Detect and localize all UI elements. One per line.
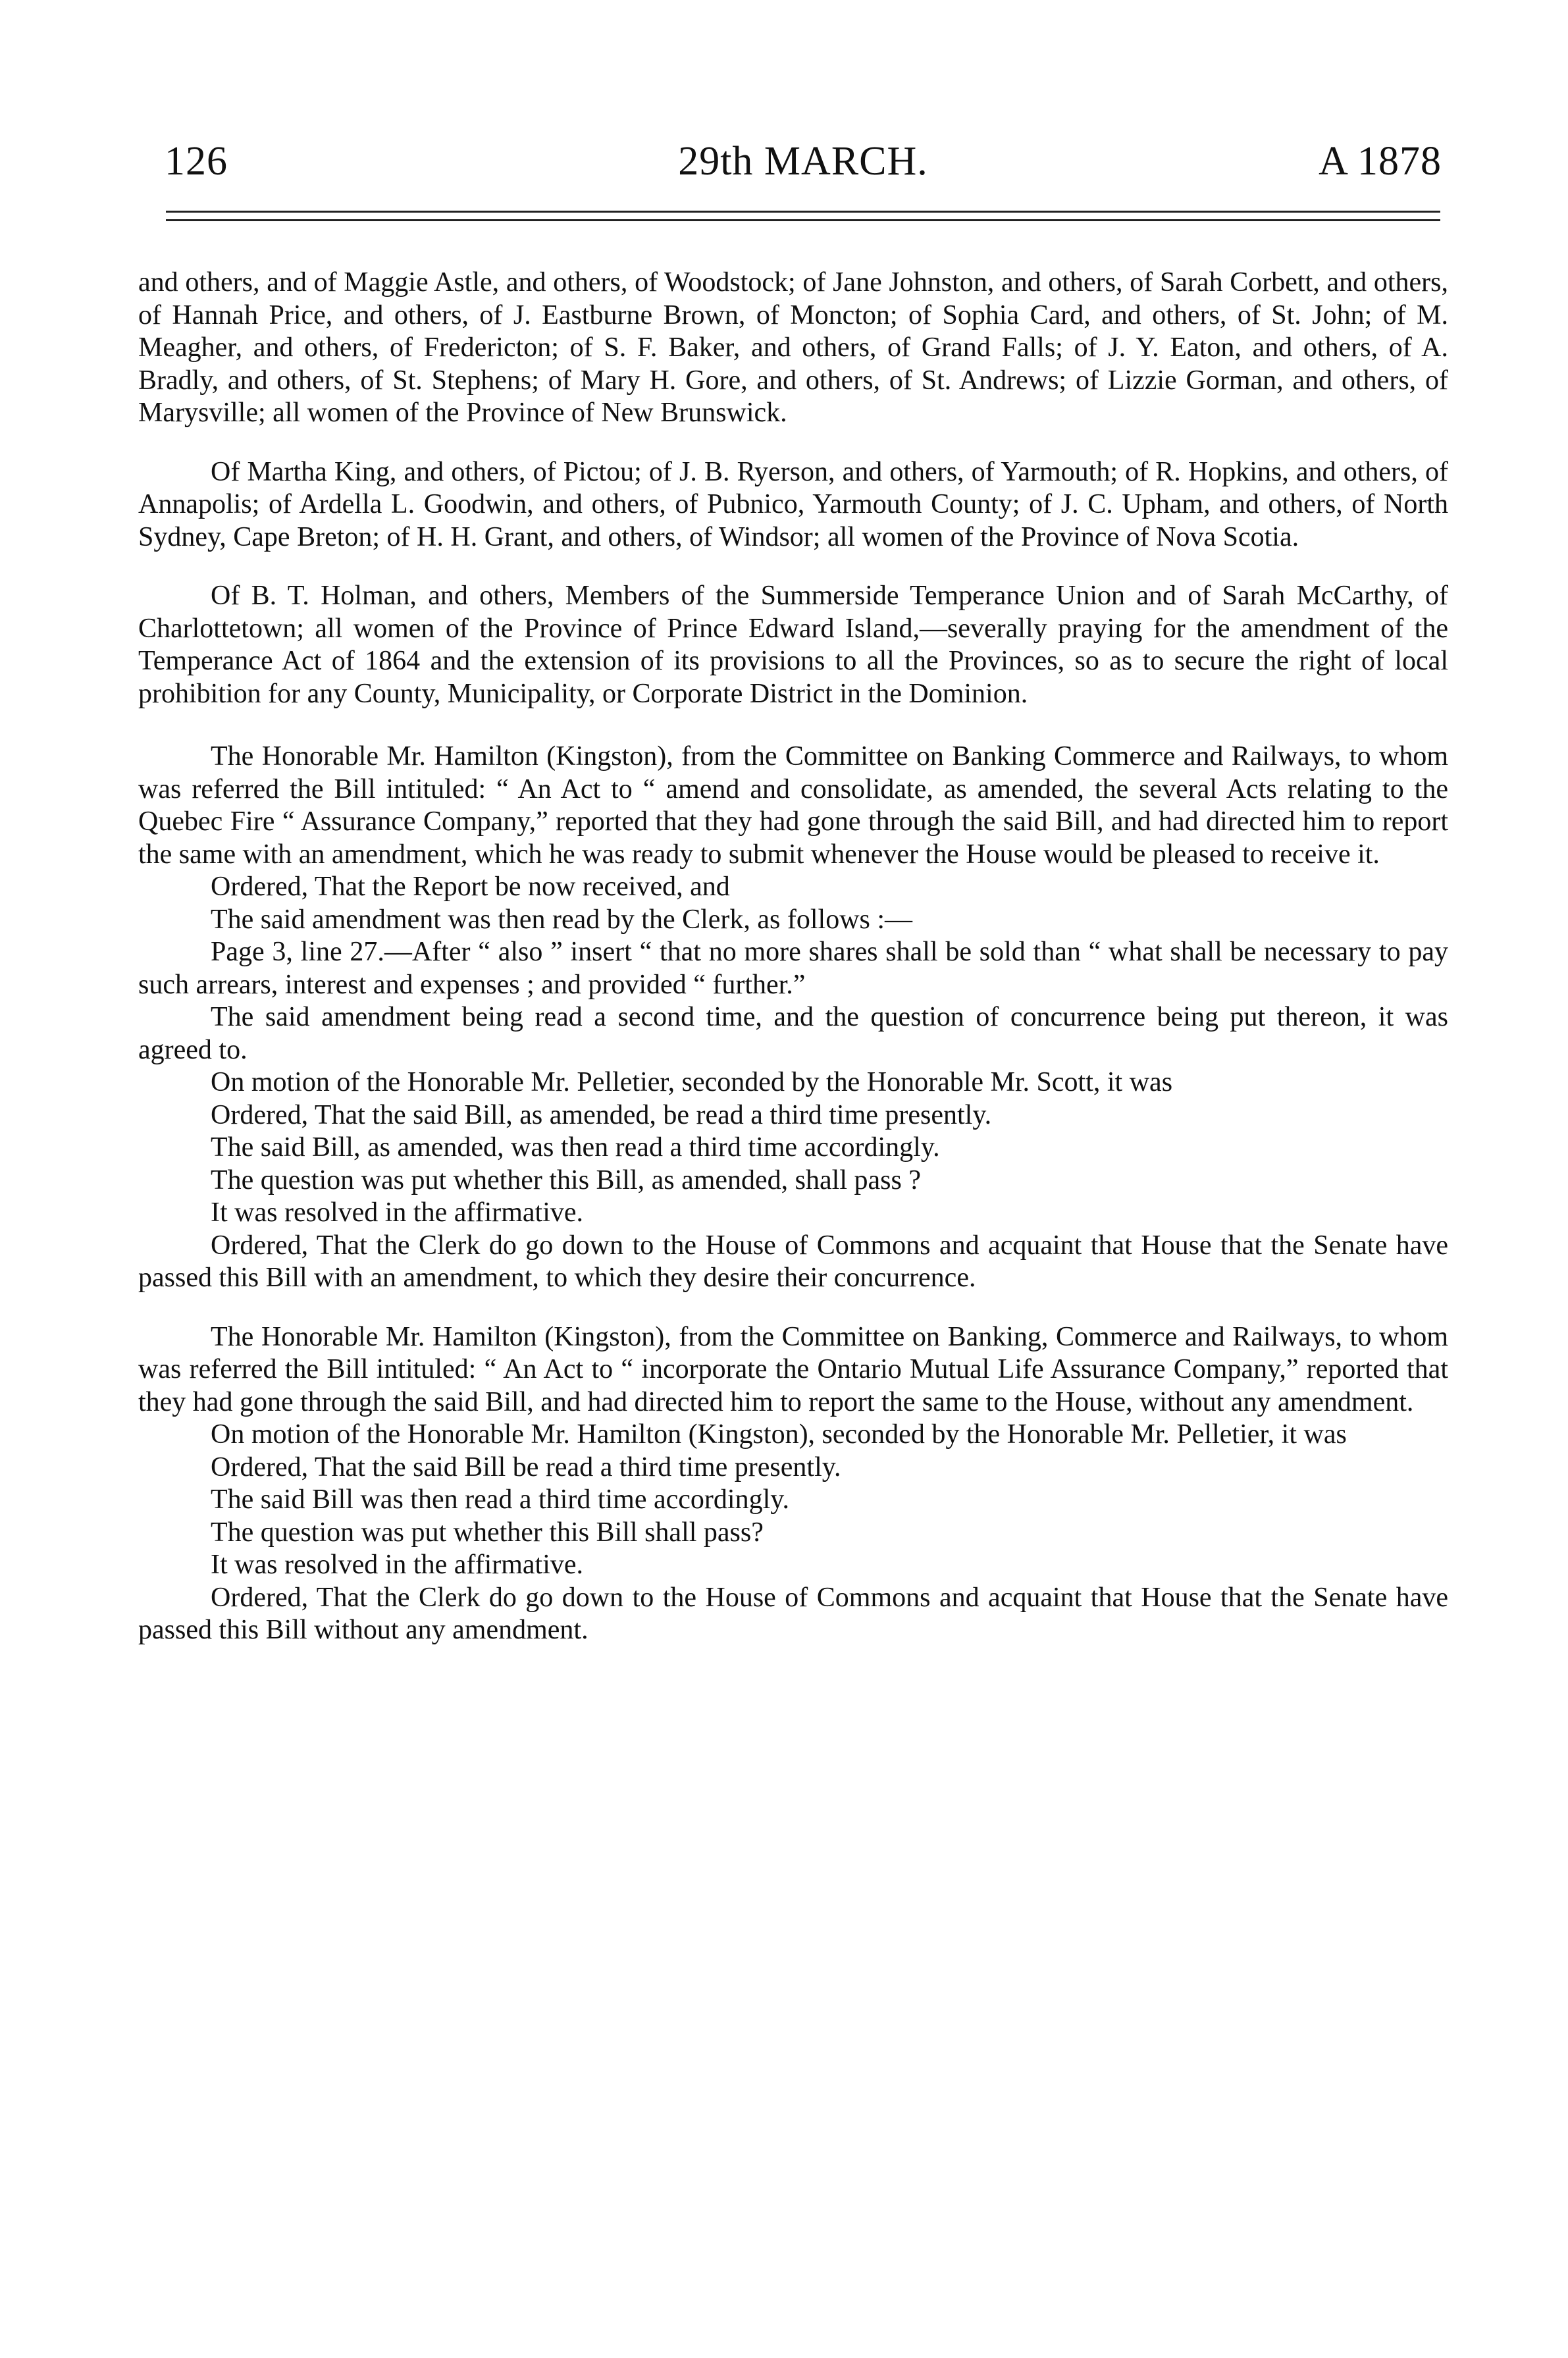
paragraph-ordered-report-received: Ordered, That the Report be now received, and xyxy=(211,872,730,902)
paragraph-third-reading-done-2: The said Bill was then read a third time accordingly. xyxy=(211,1484,790,1515)
page-number: 126 xyxy=(165,139,228,184)
paragraph-report-quebec-fire-bill: The Honorable Mr. Hamilton (Kingston), from the Committee on Banking Commerce and Railways, to whom was referred the Bill intituled: “ An Act to “ amend and consolidate, as amended, the several Acts relating to the Quebec Fire “ Assurance Company,” reported that they had gone through the said Bill, and had directed him to report the same with an amendment, which he was ready to submit whenever the House would be pleased to receive it. xyxy=(138,741,1448,870)
paragraph-resolved-affirmative-2: It was resolved in the affirmative. xyxy=(211,1550,584,1580)
paragraph-amendment-read: The said amendment was then read by the Clerk, as follows :— xyxy=(211,904,913,935)
page-body xyxy=(138,267,1448,1647)
page-year: A 1878 xyxy=(1319,139,1442,184)
paragraph-question-put-2: The question was put whether this Bill shall pass? xyxy=(211,1517,764,1548)
paragraph-motion-hamilton: On motion of the Honorable Mr. Hamilton (Kingston), seconded by the Honorable Mr. Pelletier, it was xyxy=(211,1419,1347,1450)
paragraph-third-reading-done: The said Bill, as amended, was then read a third time accordingly. xyxy=(211,1132,940,1163)
paragraph-resolved-affirmative: It was resolved in the affirmative. xyxy=(211,1197,584,1228)
paragraph-ordered-third-reading: Ordered, That the said Bill, as amended, be read a third time presently. xyxy=(211,1099,992,1130)
paragraph-amendment-concurrence: The said amendment being read a second time, and the question of concurrence being put thereon, it was agreed to. xyxy=(138,1002,1448,1065)
paragraph-petitions-nova-scotia: Of Martha King, and others, of Pictou; of J. B. Ryerson, and others, of Yarmouth; of R. Hopkins, and others, of Annapolis; of Ardella L. Goodwin, and others, of Pubnico, Yarmouth County; of J. C. Upham, and others, of North Sydney, Cape Breton; of H. H. Grant, and others, of Windsor; all women of the Province of Nova Scotia. xyxy=(138,456,1448,552)
paragraph-amendment-text: Page 3, line 27.—After “ also ” insert “ that no more shares shall be sold than “ what shall be necessary to pay such arrears, interest and expenses ; and provided “ further.” xyxy=(138,937,1448,1000)
paragraph-petitions-prince-edward-island: Of B. T. Holman, and others, Members of the Summerside Temperance Union and of Sarah McCarthy, of Charlottetown; all women of the Province of Prince Edward Island,—severally praying for the amendment of the Temperance Act of 1864 and the extension of its provisions to all the Provinces, so as to secure the right of local prohibition for any County, Municipality, or Corporate District in the Dominion. xyxy=(138,581,1448,709)
page-date: 29th MARCH. xyxy=(678,139,928,184)
page-header xyxy=(165,138,1442,197)
paragraph-petitions-new-brunswick: and others, and of Maggie Astle, and others, of Woodstock; of Jane Johnston, and others, of Sarah Corbett, and others, of Hannah Price, and others, of J. Eastburne Brown, of Moncton; of Sophia Card, and others, of St. John; of M. Meagher, and others, of Fredericton; of S. F. Baker, and others, of Grand Falls; of J. Y. Eaton, and others, of A. Bradly, and others, of St. Stephens; of Mary H. Gore, and others, of St. Andrews; of Lizzie Gorman, and others, of Marysville; all women of the Province of New Brunswick. xyxy=(138,267,1448,428)
paragraph-ordered-acquaint-commons-2: Ordered, That the Clerk do go down to the House of Commons and acquaint that House that the Senate have passed this Bill without any amendment. xyxy=(138,1582,1448,1645)
paragraph-report-ontario-mutual-bill: The Honorable Mr. Hamilton (Kingston), from the Committee on Banking, Commerce and Railways, to whom was referred the Bill intituled: “ An Act to “ incorporate the Ontario Mutual Life Assurance Company,” reported that they had gone through the said Bill, and had directed him to report the same to the House, without any amendment. xyxy=(138,1321,1448,1417)
header-double-rule xyxy=(166,211,1440,221)
paragraph-ordered-third-reading-2: Ordered, That the said Bill be read a third time presently. xyxy=(211,1452,841,1482)
paragraph-ordered-acquaint-commons: Ordered, That the Clerk do go down to the House of Commons and acquaint that House that the Senate have passed this Bill with an amendment, to which they desire their concurrence. xyxy=(138,1230,1448,1293)
paragraph-motion-pelletier: On motion of the Honorable Mr. Pelletier, seconded by the Honorable Mr. Scott, it was xyxy=(211,1067,1173,1097)
paragraph-question-put: The question was put whether this Bill, as amended, shall pass ? xyxy=(211,1165,921,1195)
